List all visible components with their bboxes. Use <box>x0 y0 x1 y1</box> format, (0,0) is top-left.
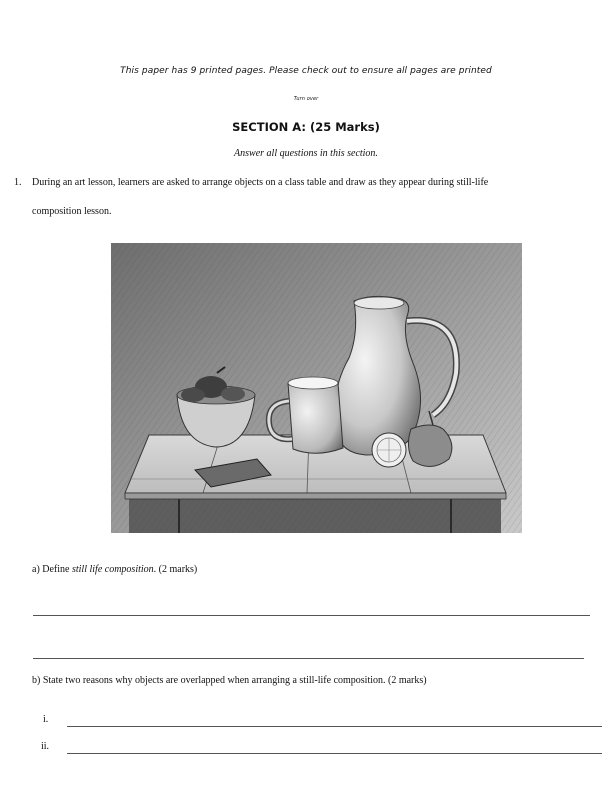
question-text-line-2: composition lesson. <box>32 206 112 217</box>
part-a-question <box>32 564 197 575</box>
still-life-drawing <box>111 243 522 533</box>
part-a-term: still life composition <box>71 564 154 575</box>
turn-over-note: Turn over <box>293 96 319 102</box>
part-a-answer-line-2[interactable] <box>33 658 584 659</box>
part-b-item-label-2: ii. <box>41 741 50 752</box>
printed-pages-note: This paper has 9 printed pages. Please check out to ensure all pages are printed <box>120 66 492 76</box>
part-b-answer-line-1[interactable] <box>67 726 602 727</box>
part-a-answer-line-1[interactable] <box>33 615 590 616</box>
section-title: SECTION A: (25 Marks) <box>232 120 380 134</box>
section-instruction: Answer all questions in this section. <box>234 148 378 159</box>
part-b-item-label-1: i. <box>43 714 49 725</box>
part-b-answer-line-2[interactable] <box>67 753 602 754</box>
question-text-line-1: During an art lesson, learners are asked to arrange objects on a class table and draw as they appear during still-life <box>32 177 489 188</box>
part-b-question: b) State two reasons why objects are overlapped when arranging a still-life composition. (2 marks) <box>32 675 427 686</box>
part-a-suffix: . (2 marks) <box>153 564 198 575</box>
part-a-prefix: a) Define <box>32 564 72 575</box>
question-number: 1. <box>14 177 22 188</box>
